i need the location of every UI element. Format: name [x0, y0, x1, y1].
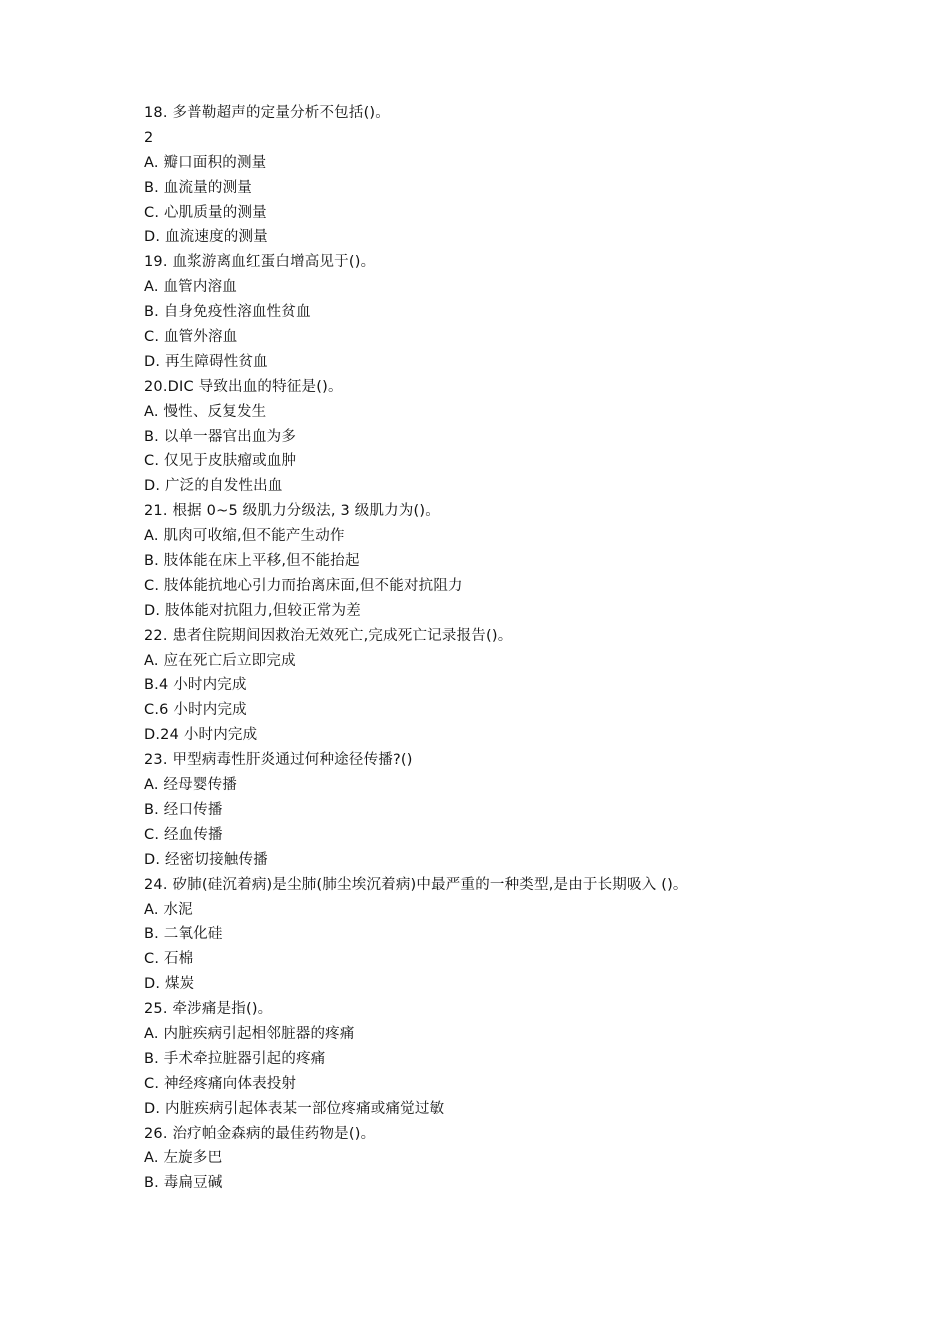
option-a: A. 左旋多巴 [144, 1150, 223, 1167]
option-c: C. 仅见于皮肤瘤或血肿 [144, 453, 297, 470]
option-d: D. 肢体能对抗阻力,但较正常为差 [144, 602, 361, 619]
option-a: A. 血管内溶血 [144, 279, 237, 296]
option-a: A. 水泥 [144, 901, 193, 918]
question-20-stem: 20.DIC 导致出血的特征是()。 [144, 378, 343, 395]
option-d: D. 再生障碍性贫血 [144, 353, 268, 370]
option-c: C. 经血传播 [144, 826, 223, 843]
question-23-stem: 23. 甲型病毒性肝炎通过何种途径传播?() [144, 752, 413, 769]
option-c: C. 肢体能抗地心引力而抬离床面,但不能对抗阻力 [144, 577, 463, 594]
option-b: B. 毒扁豆碱 [144, 1175, 223, 1192]
option-a: A. 内脏疾病引起相邻脏器的疼痛 [144, 1025, 355, 1042]
question-19-stem: 19. 血浆游离血红蛋白增高见于()。 [144, 254, 376, 271]
option-b: B. 肢体能在床上平移,但不能抬起 [144, 553, 360, 570]
option-a: A. 瓣口面积的测量 [144, 154, 267, 171]
question-22-stem: 22. 患者住院期间因救治无效死亡,完成死亡记录报告()。 [144, 627, 513, 644]
option-c: C.6 小时内完成 [144, 702, 247, 719]
option-c: C. 石棉 [144, 951, 194, 968]
option-c: C. 血管外溶血 [144, 329, 238, 346]
option-b: B. 以单一器官出血为多 [144, 428, 297, 445]
question-text-body [144, 101, 824, 1196]
option-b: B.4 小时内完成 [144, 677, 247, 694]
option-b: B. 自身免疫性溶血性贫血 [144, 304, 311, 321]
option-d: D. 广泛的自发性出血 [144, 478, 283, 495]
option-a: A. 慢性、反复发生 [144, 403, 267, 420]
question-24-stem: 24. 矽肺(硅沉着病)是尘肺(肺尘埃沉着病)中最严重的一种类型,是由于长期吸入 ()。 [144, 876, 688, 893]
option-b: B. 手术牵拉脏器引起的疼痛 [144, 1050, 326, 1067]
option-b: B. 血流量的测量 [144, 179, 252, 196]
question-18-stem: 18. 多普勒超声的定量分析不包括()。 [144, 105, 390, 121]
question-21-stem: 21. 根据 0~5 级肌力分级法, 3 级肌力为()。 [144, 503, 440, 520]
option-d: D. 煤炭 [144, 976, 195, 993]
option-d: D.24 小时内完成 [144, 727, 258, 744]
option-b: B. 经口传播 [144, 801, 223, 818]
option-d: D. 经密切接触传播 [144, 851, 268, 868]
option-d: D. 血流速度的测量 [144, 229, 268, 246]
text-line: 2 [144, 129, 154, 146]
option-a: A. 经母婴传播 [144, 777, 237, 794]
option-b: B. 二氧化硅 [144, 926, 223, 943]
option-c: C. 神经疼痛向体表投射 [144, 1075, 297, 1092]
option-c: C. 心肌质量的测量 [144, 204, 267, 221]
question-25-stem: 25. 牵涉痛是指()。 [144, 1001, 273, 1018]
option-a: A. 肌肉可收缩,但不能产生动作 [144, 528, 345, 545]
option-d: D. 内脏疾病引起体表某一部位疼痛或痛觉过敏 [144, 1100, 445, 1117]
question-26-stem: 26. 治疗帕金森病的最佳药物是()。 [144, 1125, 376, 1142]
option-a: A. 应在死亡后立即完成 [144, 652, 296, 669]
